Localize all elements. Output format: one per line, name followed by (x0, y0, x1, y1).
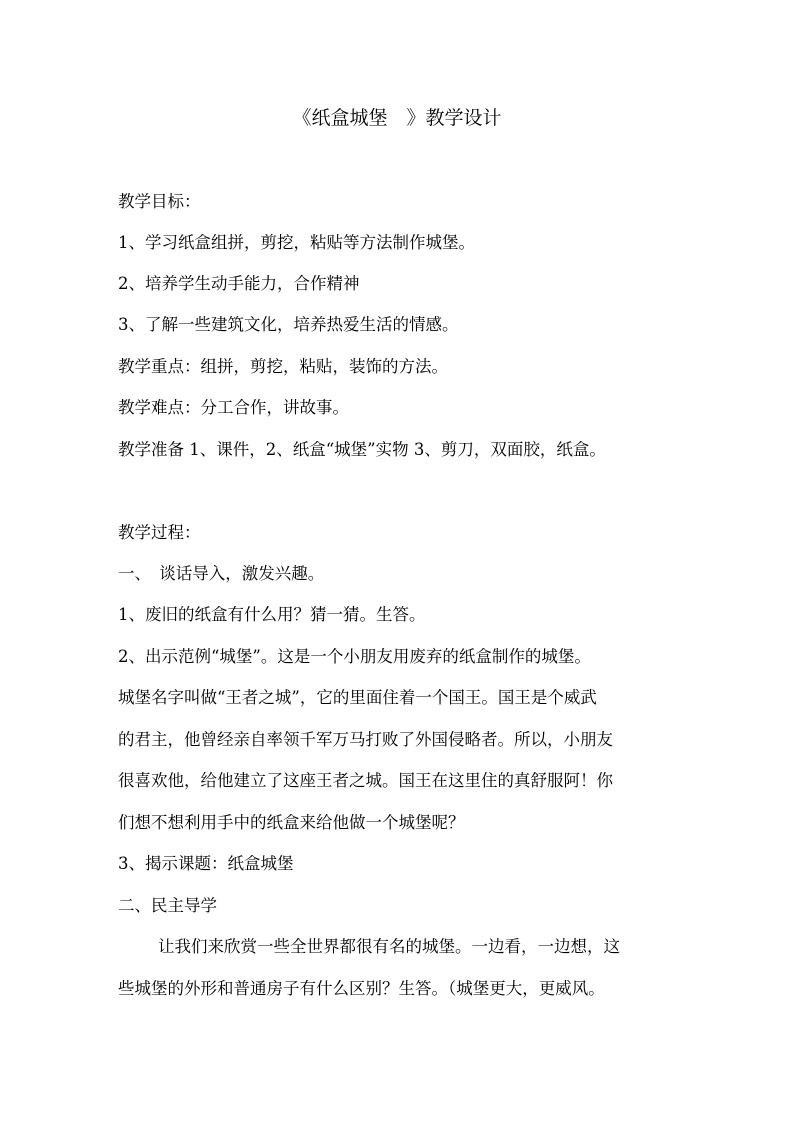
paragraph-line: 让我们来欣赏一些全世界都很有名的城堡。一边看，一边想，这 (158, 937, 620, 956)
preparation: 教学准备 1、课件，2、纸盒“城堡”实物 3、剪刀，双面胶，纸盒。 (118, 440, 606, 459)
document-title: 《纸盒城堡 》教学设计 (292, 107, 502, 129)
paragraph-line: 的君主，他曾经亲自率领千军万马打败了外国侵略者。所以，小朋友 (118, 730, 613, 749)
key-points: 教学重点：组拼，剪挖，粘贴，装饰的方法。 (118, 357, 448, 376)
section-heading-objectives: 教学目标： (118, 192, 201, 211)
section-heading-process: 教学过程： (118, 523, 201, 542)
paragraph-line: 2、出示范例“城堡”。这是一个小朋友用废弃的纸盒制作的城堡。 (118, 647, 591, 666)
paragraph-line: 些城堡的外形和普通房子有什么区别？生答。（城堡更大，更威风。 (118, 979, 605, 998)
objective-1: 1、学习纸盒组拼，剪挖，粘贴等方法制作城堡。 (118, 233, 475, 252)
step-two-heading: 二、民主导学 (118, 896, 217, 915)
paragraph-line: 们想不想利用手中的纸盒来给他做一个城堡呢？ (118, 813, 465, 832)
paragraph-line: 很喜欢他，给他建立了这座王者之城。国王在这里住的真舒服阿！你 (118, 771, 613, 790)
objective-2: 2、培养学生动手能力，合作精神 (118, 274, 360, 293)
difficult-points: 教学难点：分工合作，讲故事。 (118, 398, 349, 417)
paragraph-line: 1、废旧的纸盒有什么用？猜一猜。生答。 (118, 605, 426, 624)
paragraph-line: 城堡名字叫做“王者之城”，它的里面住着一个国王。国王是个威武 (118, 688, 597, 707)
objective-3: 3、了解一些建筑文化，培养热爱生活的情感。 (118, 315, 459, 334)
step-one-heading: 一、 谈话导入，激发兴趣。 (118, 564, 325, 583)
paragraph-line: 3、揭示课题：纸盒城堡 (118, 854, 294, 873)
